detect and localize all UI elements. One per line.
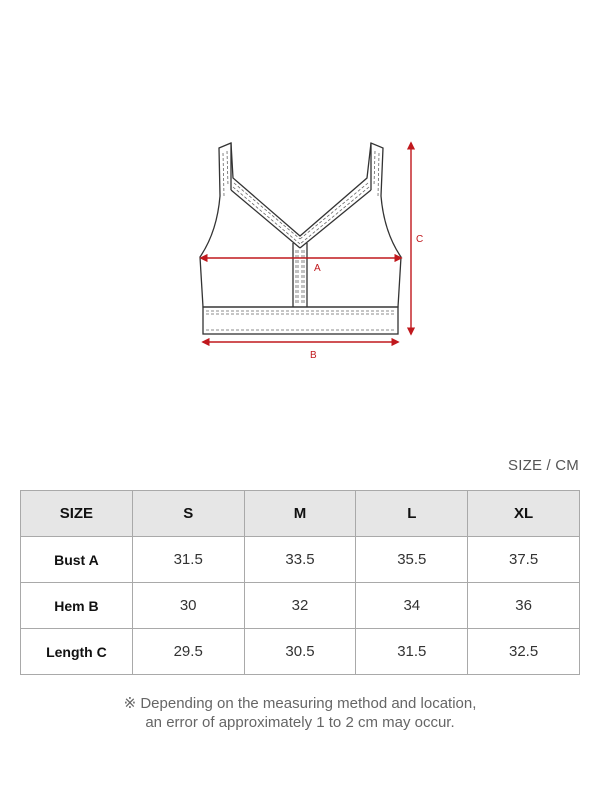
measurement-c-label: C <box>416 234 424 245</box>
header-s: S <box>132 491 244 537</box>
table-row <box>21 583 580 629</box>
header-xl: XL <box>468 491 580 537</box>
table-header-row <box>21 491 580 537</box>
row-label-hem: Hem B <box>21 583 133 629</box>
measurement-a-label: A <box>314 263 321 274</box>
row-label-length: Length C <box>21 629 133 675</box>
table-row <box>21 537 580 583</box>
measurement-c <box>411 143 423 334</box>
note-line-2: an error of approximately 1 to 2 cm may occur. <box>145 714 455 731</box>
size-chart-table <box>20 490 580 675</box>
row-label-bust: Bust A <box>21 537 133 583</box>
unit-label: SIZE / CM <box>508 457 579 474</box>
table-cell: 36 <box>468 583 580 629</box>
table-cell: 33.5 <box>244 537 356 583</box>
table-cell: 31.5 <box>132 537 244 583</box>
header-l: L <box>356 491 468 537</box>
header-size: SIZE <box>21 491 133 537</box>
header-m: M <box>244 491 356 537</box>
table-cell: 31.5 <box>356 629 468 675</box>
table-cell: 34 <box>356 583 468 629</box>
table-cell: 37.5 <box>468 537 580 583</box>
measurement-b-label: B <box>310 350 317 361</box>
table-cell: 30.5 <box>244 629 356 675</box>
note-line-1: ※ Depending on the measuring method and location, <box>123 695 477 712</box>
table-cell: 32 <box>244 583 356 629</box>
table-cell: 29.5 <box>132 629 244 675</box>
table-cell: 30 <box>132 583 244 629</box>
measurement-b <box>203 342 398 361</box>
table-row <box>21 629 580 675</box>
table-cell: 35.5 <box>356 537 468 583</box>
measurement-a <box>201 258 401 274</box>
table-cell: 32.5 <box>468 629 580 675</box>
measurement-note <box>0 694 600 732</box>
